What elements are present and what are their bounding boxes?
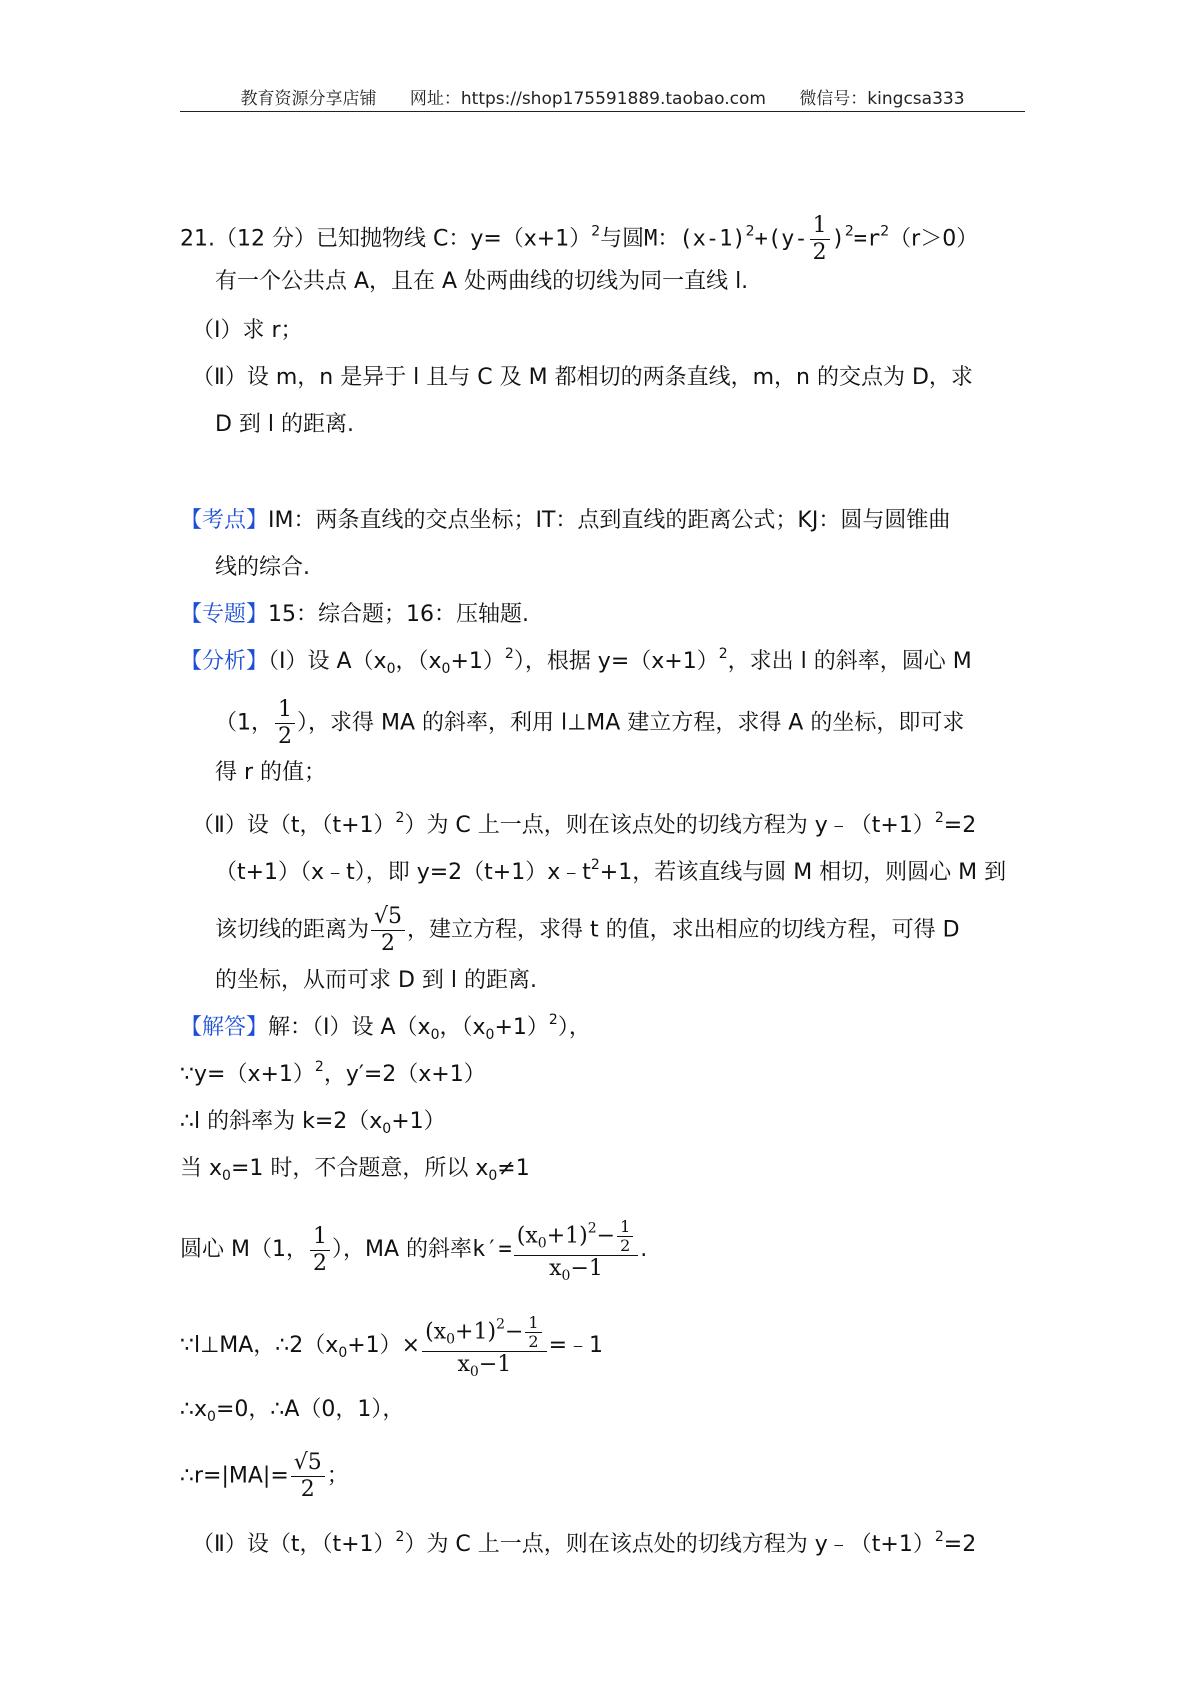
fenxi-tag: 【分析】 [180, 649, 269, 674]
fraction-slope-ma: $(x_0+1)^2-$ $\frac{1}{2}$ $x_0-1$ [422, 1314, 546, 1378]
fenxi-line-3: 得 r 的值； [215, 760, 327, 785]
kaodian-line-1: 【考点】IM：两条直线的交点坐标；IT：点到直线的距离公式；KJ：圆与圆锥曲 [180, 508, 951, 533]
question-line-1: 21.（12 分）已知抛物线 C：$y=(x+1)^2$与圆M：$(x-1)^2+(y-$ $\frac{1}{2}$ )$^2=r^2(r>0)$ [180, 213, 979, 265]
header-url: 网址：https://shop175591889.taobao.com [409, 89, 766, 109]
jieda-line-9: （Ⅱ）设（t，$(t+1)^2$）为 C 上一点，则在该点处的切线方程为 $y﹣(t+1)^2=2$ [192, 1529, 977, 1557]
fenxi-line-1: 【分析】（Ⅰ）设 $A(x_0$，$(x_0+1)^2$），根据 $y=(x+1)^2$，求出 l 的斜率，圆心 M [180, 646, 972, 677]
kaodian-line-2: 线的综合. [215, 555, 310, 580]
jieda-line-8: ∴r=|MA|= $\frac{√5}{2}$ ； [180, 1450, 349, 1502]
question-part-2: （Ⅱ）设 m，n 是异于 l 且与 C 及 M 都相切的两条直线，m，n 的交点为 D，求 [192, 365, 973, 390]
question-part-1: （Ⅰ）求 r； [192, 318, 303, 343]
fenxi-line-7: 的坐标，从而可求 D 到 l 的距离. [215, 968, 538, 993]
question-line-2: 有一个公共点 A，且在 A 处两曲线的切线为同一直线 l. [215, 269, 749, 294]
fraction-slope-ma: $(x_0+1)^2-$ $\frac{1}{2}$ $x_0-1$ [514, 1218, 638, 1282]
jieda-line-5: 圆心 M（1， $\frac{1}{2}$ ），MA 的斜率k′= $(x_0+1)^2-$ $\frac{1}{2}$ $x_0-1$ . [180, 1217, 648, 1284]
jieda-line-4: 当 $x_0=1$ 时，不合题意，所以 $x_0\ne 1$ [180, 1156, 530, 1184]
fraction-half: $\frac{1}{2}$ [275, 697, 295, 750]
kaodian-tag: 【考点】 [180, 508, 269, 533]
question-part-2-cont: D 到 l 的距离. [215, 412, 355, 437]
fenxi-line-6: 该切线的距离为 $\frac{√5}{2}$ ，建立方程，求得 t 的值，求出相应的切线方程，可得 D [215, 904, 960, 956]
fenxi-line-2: （1， $\frac{1}{2}$ ），求得 MA 的斜率，利用 l⊥MA 建立方程，求得 A 的坐标，即可求 [215, 697, 965, 749]
jieda-line-3: ∴l 的斜率为 $k=2(x_0+1)$ [180, 1109, 446, 1137]
fenxi-line-5: （t+1）（x﹣t），即 $y=2(t+1)x﹣t^2+1$，若该直线与圆 M 相切，则圆心 M 到 [215, 857, 1007, 885]
zhuanti-line: 【专题】15：综合题；16：压轴题. [180, 602, 529, 627]
header-shop: 教育资源分享店铺 [240, 89, 377, 109]
jieda-line-2: $\because y=(x+1)^2$，y′=2（x+1） [180, 1059, 486, 1087]
jieda-tag: 【解答】 [180, 1015, 269, 1040]
jieda-line-7: $\therefore x_0=0$，∴A（0，1）， [180, 1397, 405, 1425]
page-header [180, 84, 1025, 109]
fenxi-line-4: （Ⅱ）设（t，$(t+1)^2$）为 C 上一点，则在该点处的切线方程为 $y﹣(t+1)^2=2$ [192, 810, 977, 838]
header-rule [180, 111, 1025, 112]
fraction-sqrt5-over-2: $\frac{√5}{2}$ [291, 1450, 325, 1503]
fraction-half: $\frac{1}{2}$ [810, 213, 830, 266]
fraction-half: $\frac{1}{2}$ [310, 1224, 330, 1277]
jieda-line-1: 【解答】解：（Ⅰ）设 $A(x_0$，$(x_0+1)^2$）， [180, 1012, 591, 1043]
jieda-line-6: ∵l⊥MA，$\therefore 2(x_0+1)\times$ $(x_0+1)^2-$ $\frac{1}{2}$ $x_0-1$ =﹣1 [180, 1313, 604, 1380]
fraction-sqrt5-over-2: $\frac{√5}{2}$ [371, 904, 405, 957]
zhuanti-tag: 【专题】 [180, 602, 269, 627]
header-wechat: 微信号：kingcsa333 [799, 89, 965, 109]
